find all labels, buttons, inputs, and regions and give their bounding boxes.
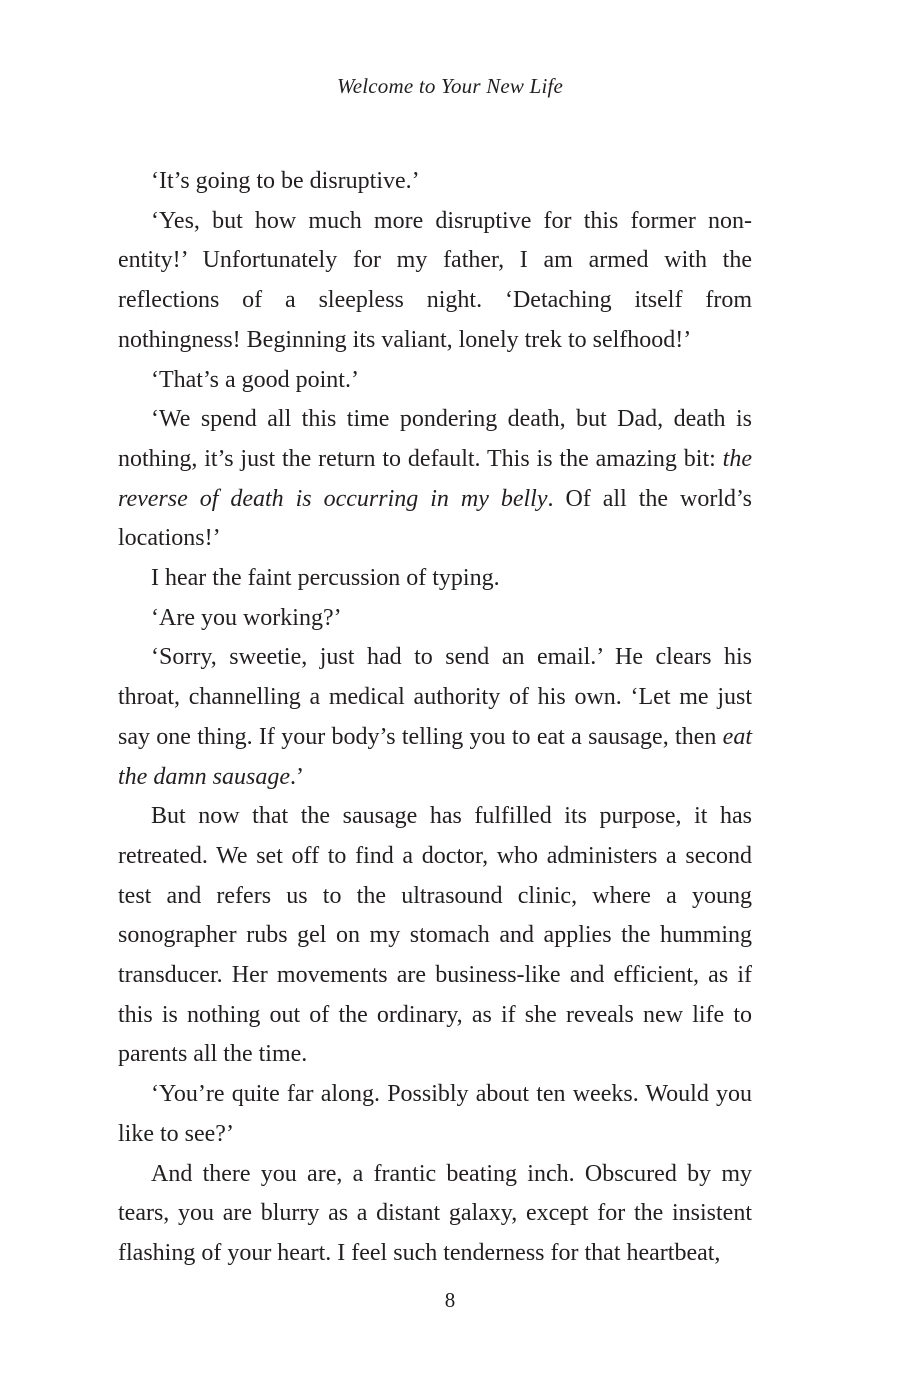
- text-run: ‘We spend all this time pondering death, but Dad, death is nothing, it’s just the return to default. This is the amazing bit:: [118, 406, 752, 472]
- text-run: ‘You’re quite far along. Possibly about ten weeks. Would you like to see?’: [118, 1081, 752, 1147]
- body-text: [118, 162, 752, 1274]
- paragraph: [118, 559, 752, 599]
- italic-run: eat the damn sausage: [118, 723, 752, 790]
- paragraph: [118, 361, 752, 401]
- paragraph: [118, 797, 752, 1075]
- text-run: ‘Sorry, sweetie, just had to send an email.’ He clears his throat, channelling a medical authority of his own. ‘Let me just say one thing. If your body’s telling you to eat a sausage, then: [118, 644, 752, 750]
- page-number: 8: [444, 1288, 456, 1312]
- paragraph: [118, 1155, 752, 1274]
- text-run: ‘Yes, but how much more disruptive for this former non-entity!’ Unfortunately for my father, I am armed with the reflections of a sleepless night. ‘Detaching itself from nothingness! Beginning its valiant, lonely trek to selfhood!’: [118, 207, 752, 353]
- paragraph: [118, 1075, 752, 1154]
- text-run: I hear the faint percussion of typing.: [151, 565, 500, 592]
- paragraph: [118, 599, 752, 639]
- italic-run: the reverse of death is occurring in my belly: [118, 445, 752, 512]
- text-run: ‘Are you working?’: [151, 604, 342, 631]
- text-run: .’: [289, 763, 304, 790]
- running-head: Welcome to Your New Life: [336, 74, 564, 98]
- paragraph: [118, 202, 752, 361]
- paragraph: [118, 162, 752, 202]
- text-run: . Of all the world’s locations!’: [118, 485, 752, 552]
- paragraph: [118, 638, 752, 797]
- text-run: ‘That’s a good point.’: [151, 366, 359, 393]
- text-run: ‘It’s going to be disruptive.’: [151, 168, 420, 194]
- text-run: But now that the sausage has fulfilled its purpose, it has retreated. We set off to find a doctor, who administers a second test and refers us to the ultrasound clinic, where a young sonographer rubs gel on my stomach and applies the humming transducer. Her movements are business-like and efficient, as if this is nothing out of the ordinary, as if she reveals new life to parents all the time.: [118, 803, 752, 1068]
- paragraph: [118, 400, 752, 559]
- text-run: And there you are, a frantic beating inch. Obscured by my tears, you are blurry as a distant galaxy, except for the insistent flashing of your heart. I feel such tenderness for that heartbeat,: [118, 1160, 752, 1266]
